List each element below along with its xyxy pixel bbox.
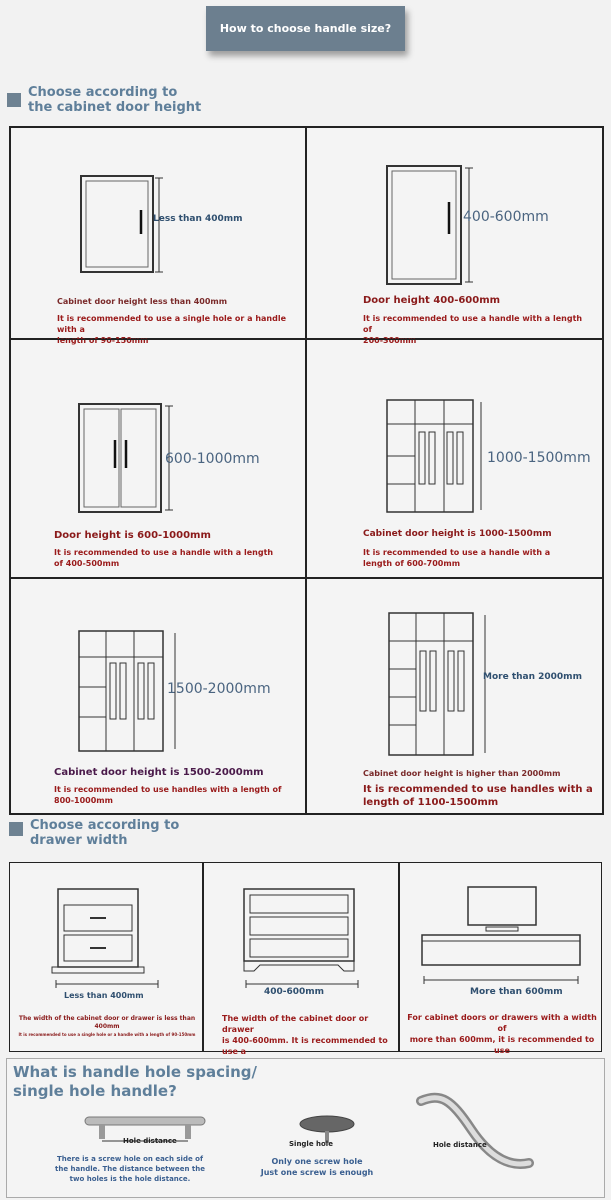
width-arrow	[54, 979, 164, 989]
desc-line: two holes is the hole distance.	[69, 1175, 191, 1183]
page-banner: How to choose handle size?	[206, 6, 405, 51]
nightstand-icon	[50, 885, 160, 975]
dimension-label: 400-600mm	[463, 209, 549, 225]
desc-line: length of 90-150mm	[57, 336, 149, 345]
desc-line: length of 1100-1500mm	[363, 797, 499, 808]
dimension-label: 1000-1500mm	[487, 450, 591, 466]
dimension-label: More than 600mm	[470, 987, 563, 997]
dimension-label: 400-600mm	[264, 987, 325, 997]
section-title-door-height	[28, 85, 201, 115]
desc-line: For cabinet doors or drawers with a width of	[407, 1013, 597, 1033]
section-title-line: drawer width	[30, 833, 128, 848]
hole-distance-right-label: Hole distance	[433, 1141, 487, 1149]
dimension-label: More than 2000mm	[483, 672, 582, 682]
cell-400-600	[306, 127, 603, 345]
cell-title: Cabinet door height is 1000-1500mm	[363, 529, 552, 539]
desc-line: The width of the cabinet door or drawer	[222, 1014, 369, 1034]
cell-title: Cabinet door height is higher than 2000mm	[363, 769, 561, 778]
desc-line: of 400-500mm	[54, 559, 120, 568]
section-title-hole-spacing	[13, 1063, 257, 1101]
dresser-icon	[240, 885, 364, 975]
desc-line: It is recommended to use a handle with a length	[54, 548, 274, 557]
hole-distance-label: Hole distance	[123, 1137, 177, 1145]
section-title-line: Choose according to	[30, 818, 180, 833]
cell-1500-2000	[10, 578, 306, 814]
desc-line: Only one screw hole	[271, 1157, 363, 1166]
tall-cabinet-icon	[377, 158, 477, 288]
section-marker	[7, 93, 21, 107]
desc-line: It is recommended to use a single hole or a handle with a	[57, 314, 287, 334]
tall-wardrobe-icon	[387, 611, 497, 759]
drawer-box-more-600	[399, 862, 602, 1055]
dimension-label: 1500-2000mm	[167, 681, 271, 697]
cell-title: Door height 400-600mm	[363, 295, 501, 306]
width-arrow	[422, 975, 582, 985]
drawer-box-400-600	[203, 862, 399, 1056]
cell-title: Door height is 600-1000mm	[54, 530, 211, 541]
hole-distance-description	[55, 1154, 205, 1184]
desc-line: It is recommended to use a handle with a length of	[363, 314, 583, 334]
tv-cabinet-icon	[420, 885, 584, 969]
drawer-description: The width of the cabinet door or drawer is less than 400mm	[18, 1015, 196, 1030]
desc-line: Just one screw is enough	[260, 1168, 374, 1177]
desc-line: 800-1000mm	[54, 796, 113, 805]
cell-title: Cabinet door height is 1500-2000mm	[54, 767, 264, 778]
cell-description	[54, 784, 299, 806]
section-title-drawer-width	[30, 818, 179, 848]
cell-description	[363, 783, 599, 809]
door-height-grid	[9, 126, 604, 815]
cell-600-1000	[10, 339, 306, 578]
wardrobe-icon	[385, 398, 485, 516]
desc-line: length of 600-700mm	[363, 559, 461, 568]
desc-line: It is recommended to use handles with a length of	[54, 785, 282, 794]
cell-description	[363, 547, 593, 569]
dimension-label: 600-1000mm	[165, 451, 260, 467]
desc-line: the handle. The distance between the	[55, 1165, 205, 1173]
cell-title: Cabinet door height less than 400mm	[57, 297, 228, 306]
desc-line: There is a screw hole on each side of	[57, 1155, 203, 1163]
desc-line: 200-300mm	[363, 336, 417, 345]
cell-more-than-2000	[306, 578, 603, 814]
bar-handle-icon	[81, 1111, 211, 1151]
section-title-line: What is handle hole spacing/	[13, 1063, 258, 1081]
dimension-label: Less than 400mm	[64, 991, 144, 1000]
drawer-description: It is recommended to use a single hole or a handle with a length of 90-150mm	[18, 1032, 196, 1037]
curved-handle-icon	[411, 1089, 541, 1179]
single-hole-label: Single hole	[289, 1140, 333, 1148]
desc-line: is 400-600mm. It is recommended to use a	[222, 1036, 388, 1056]
drawer-box-less-400	[9, 862, 203, 1052]
desc-line: It is recommended to use a handle with a	[363, 548, 551, 557]
dimension-label: Less than 400mm	[153, 214, 243, 224]
hole-spacing-section	[6, 1058, 605, 1198]
desc-line: more than 600mm, it is recommended to use	[409, 1035, 595, 1055]
section-title-line: Choose according to	[28, 85, 178, 100]
cell-1000-1500	[306, 339, 603, 578]
cell-description	[54, 547, 294, 569]
desc-line: It is recommended to use handles with a	[363, 784, 593, 795]
single-hole-description	[247, 1156, 387, 1178]
section-marker	[9, 822, 23, 836]
section-title-line: single hole handle?	[13, 1082, 177, 1100]
section-title-line: the cabinet door height	[28, 100, 202, 115]
cell-less-than-400	[10, 127, 306, 345]
